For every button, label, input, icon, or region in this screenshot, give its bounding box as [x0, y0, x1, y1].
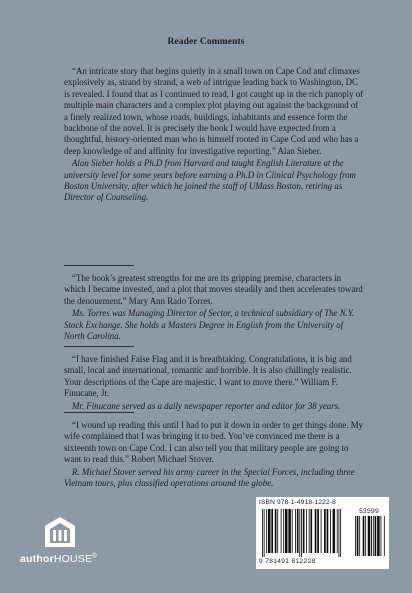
barcode-bar: [333, 509, 336, 553]
comment-bio: Mr. Finucane served as a daily newspaper reporter and editor for 38 years.: [72, 400, 341, 411]
comment-quote: “The book’s greatest strengths for me are its gripping premise, characters in which I became invested, and a plot that moves steadily and then accelerates toward the denouement.” Mary Ann Rado Torres.: [64, 273, 363, 306]
barcode-bar: [321, 509, 322, 553]
divider: [64, 346, 134, 347]
barcode-bar: [381, 516, 382, 556]
barcode-bar: [368, 516, 371, 556]
barcode-bar: [283, 509, 284, 553]
comment-bio: R. Michael Stover served his army career in the Special Forces, including three Vietnam tours, plus classified operations around the globe.: [64, 466, 355, 489]
barcode-bar: [365, 516, 366, 556]
barcode-bar: [317, 509, 319, 553]
barcode-bar: [339, 509, 340, 557]
comment-bio: Ms. Torres was Managing Director of Sector, a technical subsidiary of The N.Y. Stock Exchange. She holds a Masters Degree in English from the University of North Carolina.: [64, 308, 355, 342]
barcode-bar: [327, 509, 329, 553]
barcode-bar: [264, 509, 265, 557]
comment-bio: Alan Sieber holds a Ph.D from Harvard and taught English Literature at the university level for some years before earning a Ph.D in Clinical Psychology from Boston University, after which he joined the staff of UMass Boston, retiring as Director of Counseling.: [64, 158, 356, 203]
isbn-barcode: [256, 497, 389, 569]
barcode-bar: [340, 509, 341, 557]
barcode-bar: [297, 509, 299, 553]
barcode-bar: [275, 509, 277, 553]
addon-barcode-bars: [355, 516, 385, 565]
barcode-bar: [292, 509, 293, 553]
barcode-bar: [299, 509, 300, 557]
barcode-bar: [337, 509, 338, 553]
comment-4: [64, 420, 364, 489]
page-title: Reader Comments: [167, 37, 245, 47]
publisher-logo: [20, 515, 120, 570]
barcode-bar: [357, 516, 359, 556]
isbn-label: ISBN 978-1-4918-1222-8: [259, 499, 336, 506]
barcode-bar: [271, 509, 273, 553]
barcode-bar: [301, 509, 302, 557]
barcode-bar: [295, 509, 296, 553]
barcode-bar: [355, 516, 356, 556]
publisher-name-light: HOUSE: [53, 553, 93, 565]
comment-quote: “I have finished False Flag and it is breathtaking. Congratulations, it is big and small, local and international, romantic and horrible. It is also chillingly realistic. Your descriptions of the Cape are majestic. I want to move there.” William F. Finucane, Jr.: [64, 354, 352, 399]
divider: [64, 412, 134, 413]
barcode-bar: [309, 509, 310, 553]
barcode-bar: [262, 509, 263, 557]
barcode-bar: [373, 516, 374, 556]
barcode-bar: [268, 509, 271, 553]
comment-1: [64, 66, 364, 204]
barcode-bar: [371, 516, 372, 556]
publisher-name: [20, 553, 120, 565]
barcode-bar: [324, 509, 326, 553]
barcode-bar: [315, 509, 317, 553]
barcode-bar: [363, 516, 365, 556]
barcode-bar: [288, 509, 291, 553]
publisher-house-icon: [42, 515, 78, 549]
barcode-bar: [375, 516, 377, 556]
barcode-bar: [277, 509, 278, 553]
comment-quote: “I wound up reading this until I had to put it down in order to get things done. My wife complained that I was bringing it to bed. You’ve convinced me there is a sixteenth town on Cape Cod. I can also tell you that military people are going to want to read this.” Robert Michael Stover.: [64, 420, 364, 465]
barcode-bar: [303, 509, 305, 553]
publisher-name-bold: author: [20, 553, 54, 565]
barcode-bar: [281, 509, 282, 553]
barcode-bar: [266, 509, 267, 553]
barcode-bar: [330, 509, 331, 553]
barcode-bar: [285, 509, 288, 553]
barcode-bar: [310, 509, 312, 553]
barcode-bar: [306, 509, 307, 553]
barcode-bar: [359, 516, 360, 556]
ean-barcode-bars: [262, 509, 352, 557]
comment-quote: “An intricate story that begins quietly in a small town on Cape Cod and climaxes explosively as, strand by strand, a web of intrigue leading back to Washington, DC is revealed. I found that as I continued to read, I got caught up in the rich panoply of multiple main characters and a complex plot playing out against the background of a finely realized town, whose roads, buildings, inhabitants and essence form the backbone of the novel. It is precisely the book I would have expected from a thoughtful, history-oriented man who is himself rooted in Cape Cod and who has a deep knowledge of and affinity for investigative reporting.” Alan Sieber.: [64, 66, 364, 156]
barcode-bar: [384, 516, 385, 556]
barcode-ean-digits: 9 781491 812228: [259, 558, 316, 565]
registered-mark: ®: [92, 553, 97, 560]
barcode-addon-digits: 53599: [359, 508, 379, 515]
comment-2: [64, 273, 364, 342]
divider: [64, 265, 134, 266]
comment-3: [64, 354, 364, 412]
barcode-bar: [377, 516, 380, 556]
